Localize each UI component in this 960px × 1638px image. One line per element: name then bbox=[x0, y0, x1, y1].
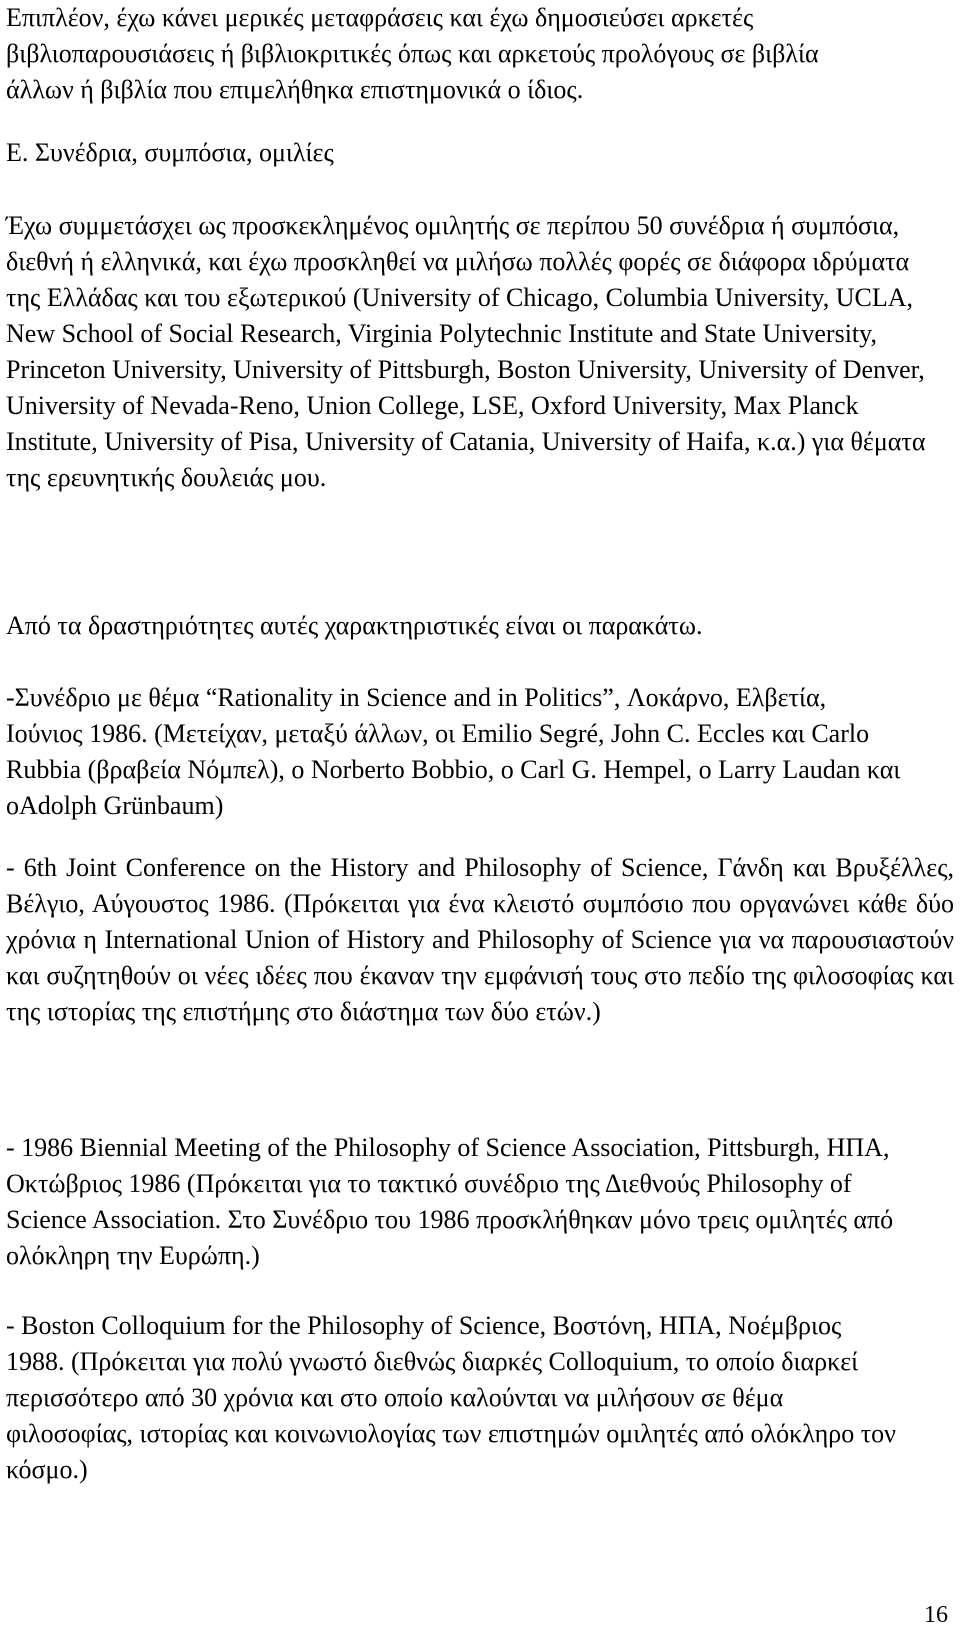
entry-rationality-conference: -Συνέδριο με θέμα “Rationality in Science and in Politics”, Λοκάρνο, Ελβετία, Ιούνιος 1986. (Μετείχαν, μεταξύ άλλων, οι Emilio Segré, John C. Eccles και Carlo Rubbia (βραβεία Νόμπελ), ο Norberto Bobbio, ο Carl G. Hempel, ο Larry Laudan και οAdolph Grünbaum) bbox=[6, 683, 901, 820]
entry-joint-conference: - 6th Joint Conference on the History and Philosophy of Science, Γάνδη και Βρυξέλλες, Βέλγιο, Αύγουστος 1986. (Πρόκειται για ένα κλειστό συμπόσιο που οργανώνει κάθε δύο χρόνια η International Union of History and Philosophy of Science για να παρουσιαστούν και συζητηθούν οι νέες ιδέες που έκαναν την εμφάνισή τους στο πεδίο της φιλοσοφίας και της ιστορίας της επιστήμης στο διάστημα των δύο ετών.) bbox=[6, 853, 954, 1026]
section-heading: Ε. Συνέδρια, συμπόσια, ομιλίες bbox=[6, 138, 334, 167]
speaker-paragraph: Έχω συμμετάσχει ως προσκεκλημένος ομιλητής σε περίπου 50 συνέδρια ή συμπόσια, διεθνή ή ελληνικά, και έχω προσκληθεί να μιλήσω πολλές φορές σε διάφορα ιδρύματα της Ελλάδας και του εξωτερικού (University of Chicago, Columbia University, UCLA, New School of Social Research, Virginia Polytechnic Institute and State University, Princeton University, University of Pittsburgh, Boston University, University of Denver, University of Nevada-Reno, Union College, LSE, Oxford University, Max Planck Institute, University of Pisa, University of Catania, University of Haifa, κ.α.) για θέματα της ερευνητικής δουλειάς μου. bbox=[6, 211, 926, 492]
page-number: 16 bbox=[924, 1602, 948, 1628]
summary-line: Από τα δραστηριότητες αυτές χαρακτηριστικές είναι οι παρακάτω. bbox=[6, 611, 703, 640]
intro-paragraph: Επιπλέον, έχω κάνει μερικές μεταφράσεις και έχω δημοσιεύσει αρκετές βιβλιοπαρουσιάσεις ή βιβλιοκριτικές όπως και αρκετούς προλόγους σε βιβλία άλλων ή βιβλία που επιμελήθηκα επιστημονικά ο ίδιος. bbox=[6, 3, 819, 104]
entry-boston-colloquium: - Boston Colloquium for the Philosophy of Science, Βοστόνη, ΗΠΑ, Νοέμβριος 1988. (Πρόκειται για πολύ γνωστό διεθνώς διαρκές Colloquium, το οποίο διαρκεί περισσότερο από 30 χρόνια και στο οποίο καλούνται να μιλήσουν σε θέμα φιλοσοφίας, ιστορίας και κοινωνιολογίας των επιστημών ομιλητές από ολόκληρο τον κόσμο.) bbox=[6, 1311, 896, 1484]
entry-biennial-meeting: - 1986 Biennial Meeting of the Philosophy of Science Association, Pittsburgh, ΗΠΑ, Οκτώβριος 1986 (Πρόκειται για το τακτικό συνέδριο της Διεθνούς Philosophy of Science Association. Στο Συνέδριο του 1986 προσκλήθηκαν μόνο τρεις ομιλητές από ολόκληρη την Ευρώπη.) bbox=[6, 1133, 894, 1270]
